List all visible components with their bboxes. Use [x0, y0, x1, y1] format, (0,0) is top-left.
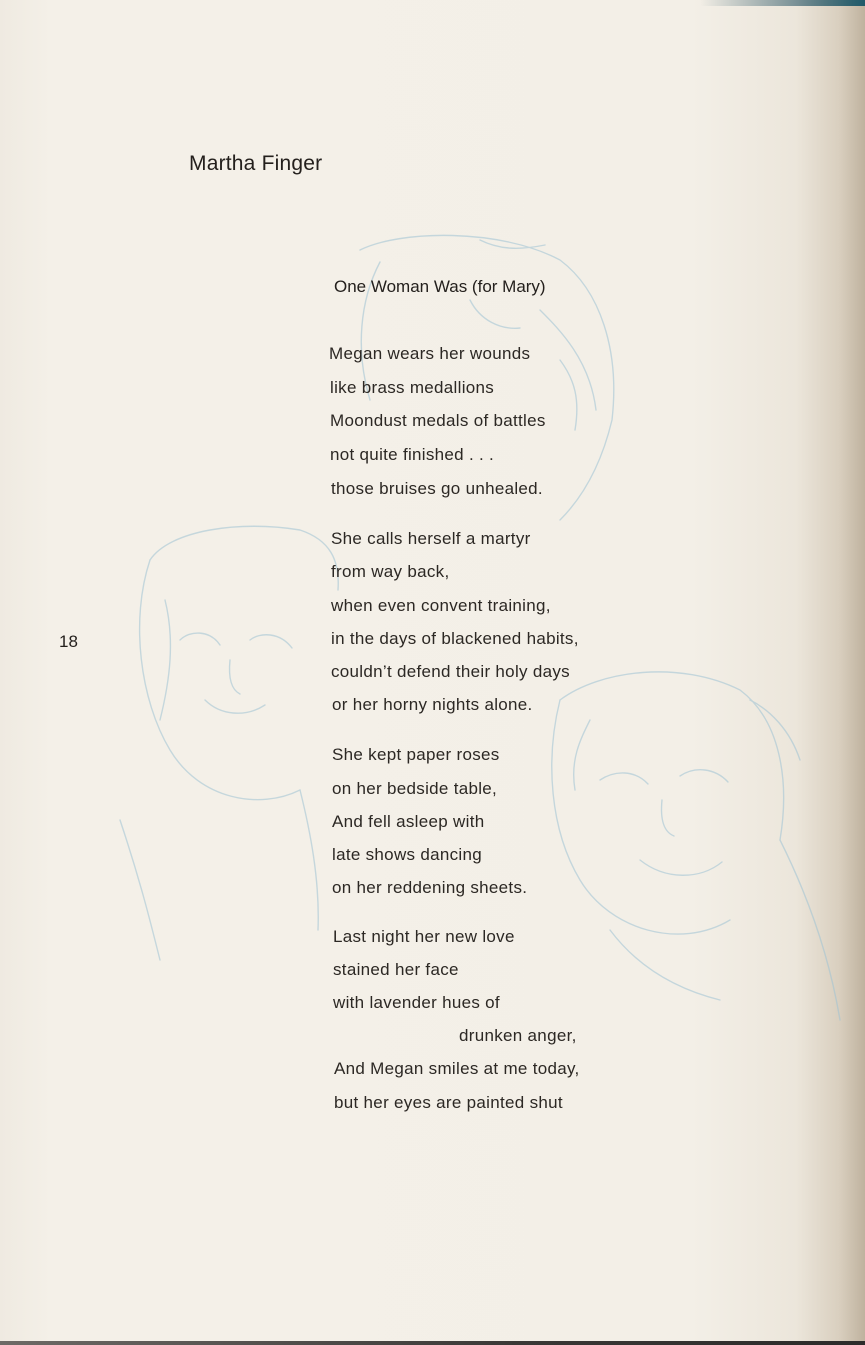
- poem-line: Last night her new love: [333, 927, 515, 946]
- poem-line: those bruises go unhealed.: [331, 479, 543, 498]
- poem-line: She calls herself a martyr: [331, 529, 531, 548]
- poem-line: in the days of blackened habits,: [331, 629, 579, 648]
- poem-line: but her eyes are painted shut: [334, 1093, 563, 1112]
- poem-line: not quite finished . . .: [330, 445, 495, 464]
- poem-title: One Woman Was (for Mary): [334, 277, 546, 296]
- page-bottom-edge: [0, 1341, 865, 1345]
- poem-line: with lavender hues of: [333, 993, 500, 1012]
- poem-line: And fell asleep with: [332, 812, 485, 831]
- poem-line: like brass medallions: [330, 378, 495, 397]
- poem-line: on her bedside table,: [332, 779, 498, 798]
- poem-line: stained her face: [333, 960, 459, 979]
- author-name: Martha Finger: [189, 152, 323, 175]
- poem-line: couldn’t defend their holy days: [331, 662, 570, 681]
- poem-line: on her reddening sheets.: [332, 878, 528, 897]
- poem-line: Moondust medals of battles: [330, 411, 546, 430]
- page-number: 18: [59, 632, 78, 651]
- poem-line: from way back,: [331, 562, 450, 581]
- poem-line: when even convent training,: [331, 596, 551, 615]
- poem-line: And Megan smiles at me today,: [334, 1059, 580, 1078]
- poem-line: late shows dancing: [332, 845, 482, 864]
- poem-line: drunken anger,: [459, 1026, 577, 1045]
- poem-line: She kept paper roses: [332, 745, 500, 764]
- poem-line: or her horny nights alone.: [332, 695, 533, 714]
- page-top-edge: [700, 0, 865, 6]
- poem-line: Megan wears her wounds: [329, 344, 531, 363]
